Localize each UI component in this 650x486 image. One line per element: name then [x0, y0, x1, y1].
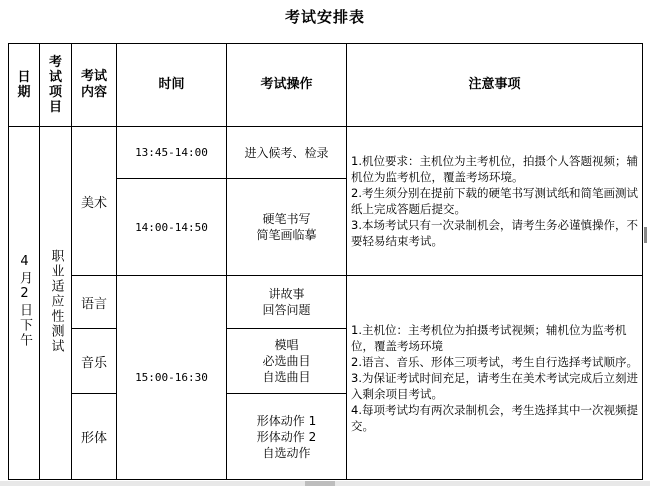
header-exam-content: 考试 内容: [72, 44, 117, 127]
time-shared: 15:00-16:30: [117, 276, 227, 480]
subject-language: 语言: [72, 276, 117, 329]
subject-body: 形体: [72, 394, 117, 480]
header-row: [9, 44, 643, 127]
page-title: 考试安排表: [284, 8, 365, 26]
exam-item-cell: 职业适应性测试: [40, 127, 72, 480]
notes-shared: 1.主机位：主考机位为拍摄考试视频；辅机位为监考机位，覆盖考场环境 2.语言、音乐、形体三项考试，考生自行选择考试顺序。 3.为保证考试时间充足，请考生在美术考试完成后立刻进入剩余项目考试。 4.每项考试均有两次录制机会，考生选择其中一次视频提交。: [347, 276, 643, 480]
operation-body: 形体动作 1 形体动作 2 自选动作: [227, 394, 347, 480]
table-row: [9, 276, 643, 329]
table-row: [9, 127, 643, 179]
header-operation: 考试操作: [227, 44, 347, 127]
notes-art: 1.机位要求：主机位为主考机位，拍摄个人答题视频；辅机位为监考机位，覆盖考场环境。 2.考生须分别在提前下载的硬笔书写测试纸和简笔画测试纸上完成答题后提交。 3.本场考试只有一次录制机会，请考生务必谨慎操作，不要轻易结束考试。: [347, 127, 643, 276]
operation-language: 讲故事 回答问题: [227, 276, 347, 329]
header-notes: 注意事项: [347, 44, 643, 127]
scrollbar-thumb[interactable]: [305, 481, 335, 486]
subject-art: 美术: [72, 127, 117, 276]
page-margin-marker: [644, 227, 647, 243]
header-time: 时间: [117, 44, 227, 127]
time-art-exam: 14:00-14:50: [117, 179, 227, 276]
header-exam-item: 考 试 项 目: [40, 44, 72, 127]
operation-checkin: 进入候考、检录: [227, 127, 347, 179]
header-date: 日 期: [9, 44, 40, 127]
date-cell: 4月2日下午: [9, 127, 40, 480]
subject-music: 音乐: [72, 329, 117, 394]
time-art-checkin: 13:45-14:00: [117, 127, 227, 179]
operation-art: 硬笔书写 简笔画临摹: [227, 179, 347, 276]
exam-schedule-table: [8, 43, 643, 480]
horizontal-scrollbar[interactable]: [0, 481, 650, 486]
operation-music: 模唱 必选曲目 自选曲目: [227, 329, 347, 394]
